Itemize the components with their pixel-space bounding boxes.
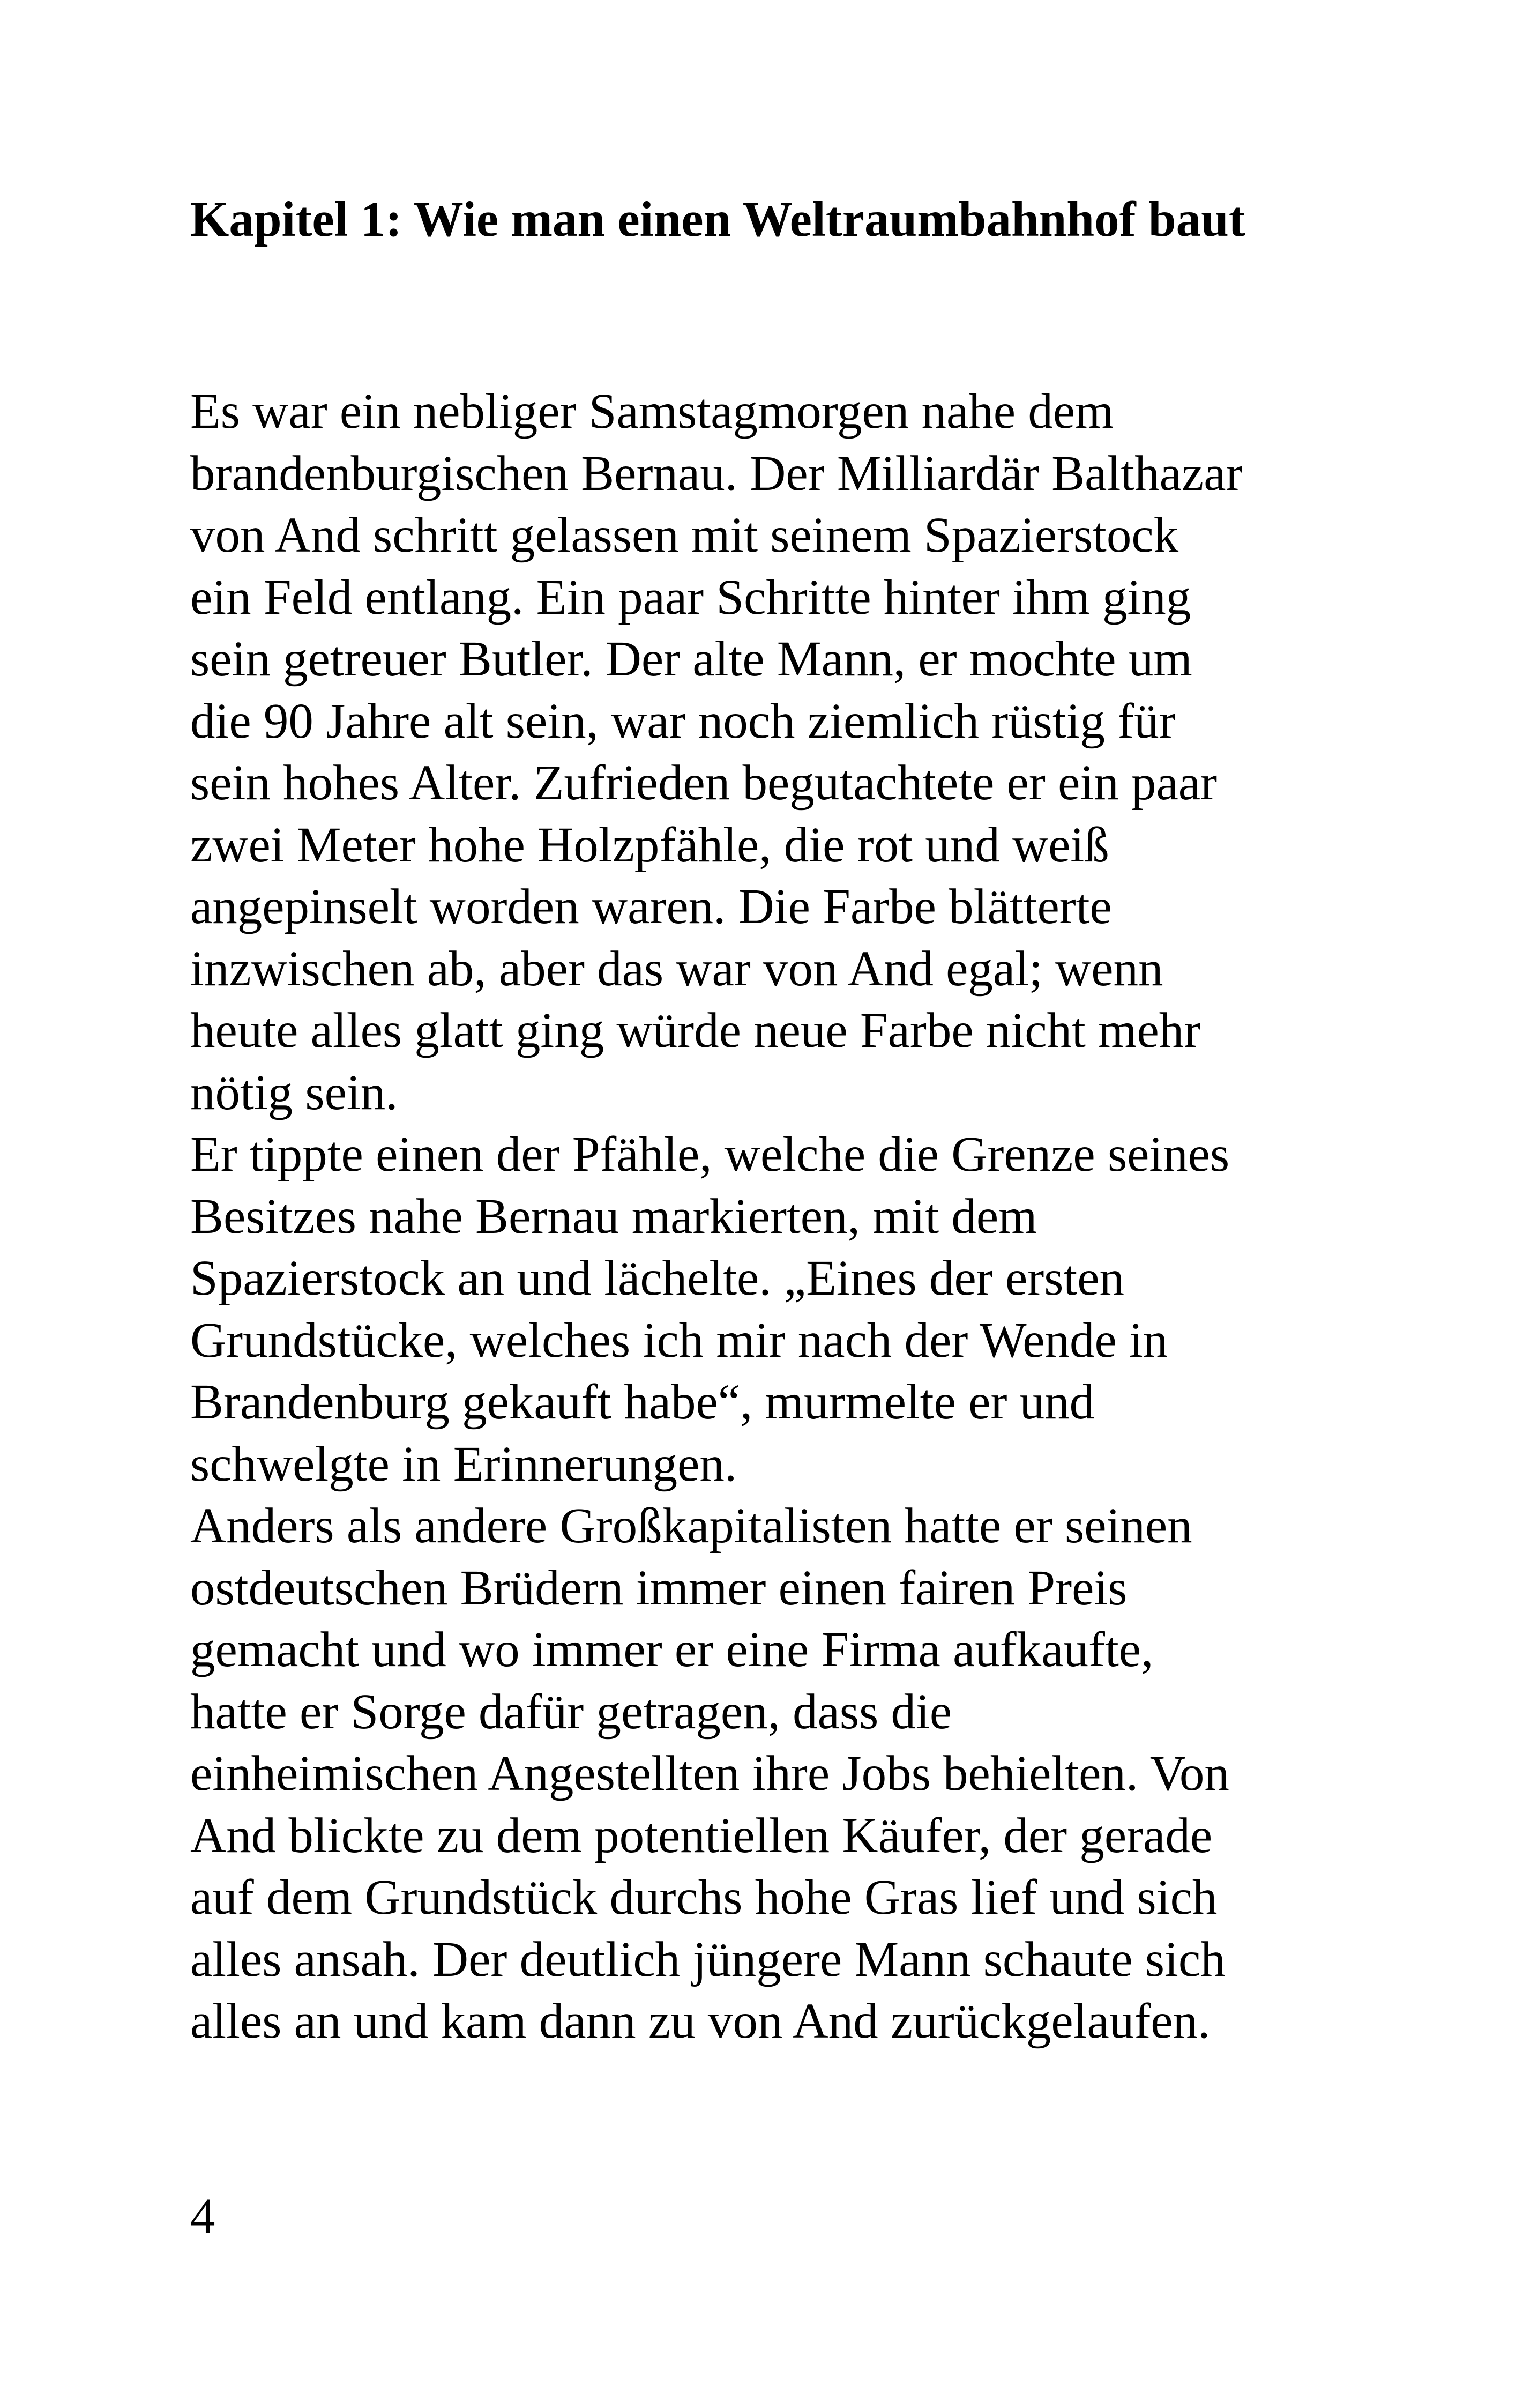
text-line: Er tippte einen der Pfähle, welche die Grenze seines [190,1127,1230,1182]
text-line: ostdeutschen Brüdern immer einen fairen Preis [190,1560,1128,1616]
text-line: auf dem Grundstück durchs hohe Gras lief und sich [190,1870,1218,1925]
page-number: 4 [190,2189,215,2244]
text-line: alles an und kam dann zu von And zurückgelaufen. [190,1994,1211,2049]
text-line: einheimischen Angestellten ihre Jobs behielten. Von [190,1746,1229,1801]
text-line: zwei Meter hohe Holzpfähle, die rot und weiß [190,817,1109,873]
text-line: angepinselt worden waren. Die Farbe blätterte [190,879,1112,934]
text-line: brandenburgischen Bernau. Der Milliardär Balthazar [190,445,1243,501]
text-line: Brandenburg gekauft habe“, murmelte er und [190,1374,1095,1430]
text-line: Anders als andere Großkapitalisten hatte er seinen [190,1498,1192,1554]
body-text [190,381,1242,2053]
text-line: alles ansah. Der deutlich jüngere Mann schaute sich [190,1931,1226,1987]
text-line: ein Feld entlang. Ein paar Schritte hinter ihm ging [190,569,1191,625]
text-line: gemacht und wo immer er eine Firma aufkaufte, [190,1622,1154,1677]
text-line: Grundstücke, welches ich mir nach der Wende in [190,1312,1168,1368]
text-line: Spazierstock an und lächelte. „Eines der ersten [190,1251,1125,1306]
text-line: nötig sein. [190,1065,398,1120]
text-line: sein hohes Alter. Zufrieden begutachtete er ein paar [190,755,1218,811]
chapter-title: Kapitel 1: Wie man einen Weltraumbahnhof baut [190,192,1245,247]
text-line: sein getreuer Butler. Der alte Mann, er mochte um [190,631,1192,687]
text-line: Besitzes nahe Bernau markierten, mit dem [190,1188,1037,1244]
text-line: inzwischen ab, aber das war von And egal; wenn [190,941,1163,997]
text-line: Es war ein nebliger Samstagmorgen nahe dem [190,384,1114,439]
text-line: hatte er Sorge dafür getragen, dass die [190,1684,952,1740]
text-line: heute alles glatt ging würde neue Farbe nicht mehr [190,1003,1201,1058]
text-line: die 90 Jahre alt sein, war noch ziemlich rüstig für [190,693,1176,749]
text-line: schwelgte in Erinnerungen. [190,1436,737,1492]
text-line: von And schritt gelassen mit seinem Spazierstock [190,508,1179,563]
text-line: And blickte zu dem potentiellen Käufer, der gerade [190,1808,1213,1863]
